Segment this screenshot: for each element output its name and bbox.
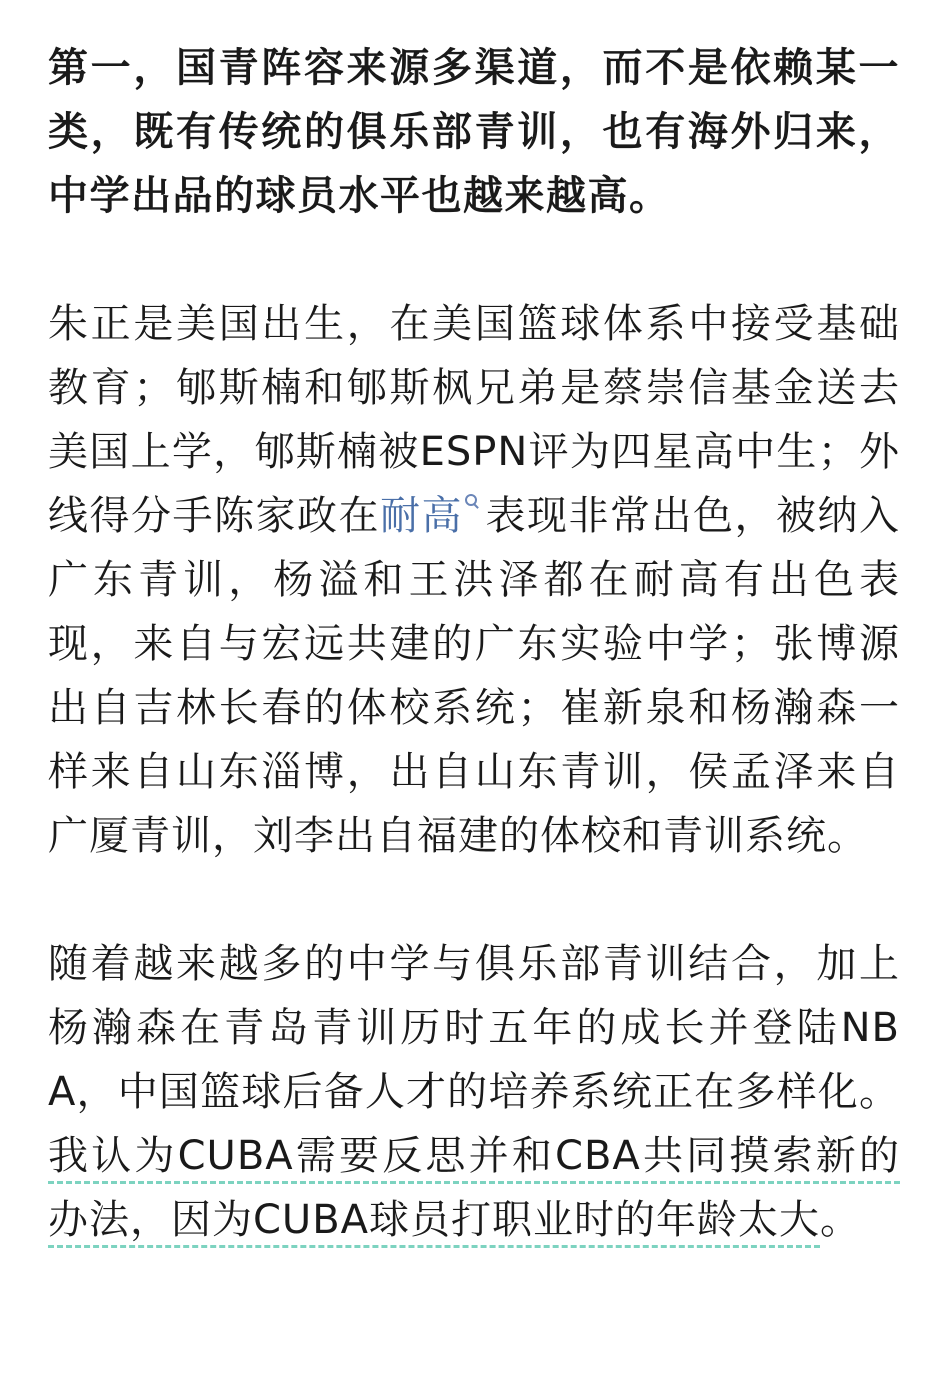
paragraph-gap xyxy=(48,868,900,932)
search-icon[interactable] xyxy=(465,494,479,508)
paragraph-conclusion xyxy=(48,932,900,1252)
paragraph-heading xyxy=(48,36,900,228)
paragraph-conclusion-end: 。 xyxy=(820,1197,862,1243)
keyword-link-nike-high[interactable]: 耐高 xyxy=(380,493,463,539)
paragraph-heading-text: 第一，国青阵容来源多渠道，而不是依赖某一类，既有传统的俱乐部青训，也有海外归来，中学出品的球员水平也越来越高。 xyxy=(48,45,900,219)
paragraph-players-text-start: 朱正是美国出生，在美国篮球体系中接受基础教育；郇斯楠和郇斯枫兄弟是蔡崇信基金送去美国上学，郇斯楠被ESPN评为四星高中生；外线得分手陈家政在 xyxy=(48,301,900,539)
highlighted-opinion[interactable]: 我认为CUBA需要反思并和CBA共同摸索新的办法，因为CUBA球员打职业时的年龄太大 xyxy=(48,1133,900,1243)
paragraph-conclusion-text: 随着越来越多的中学与俱乐部青训结合，加上杨瀚森在青岛青训历时五年的成长并登陆NBA，中国篮球后备人才的培养系统正在多样化。 xyxy=(48,941,900,1115)
article-body xyxy=(48,36,900,1252)
paragraph-players-text-end: 表现非常出色，被纳入广东青训，杨溢和王洪泽都在耐高有出色表现，来自与宏远共建的广东实验中学；张博源出自吉林长春的体校系统；崔新泉和杨瀚森一样来自山东淄博，出自山东青训，侯孟泽来自广厦青训，刘李出自福建的体校和青训系统。 xyxy=(48,493,900,859)
paragraph-players xyxy=(48,292,900,868)
paragraph-gap xyxy=(48,228,900,292)
